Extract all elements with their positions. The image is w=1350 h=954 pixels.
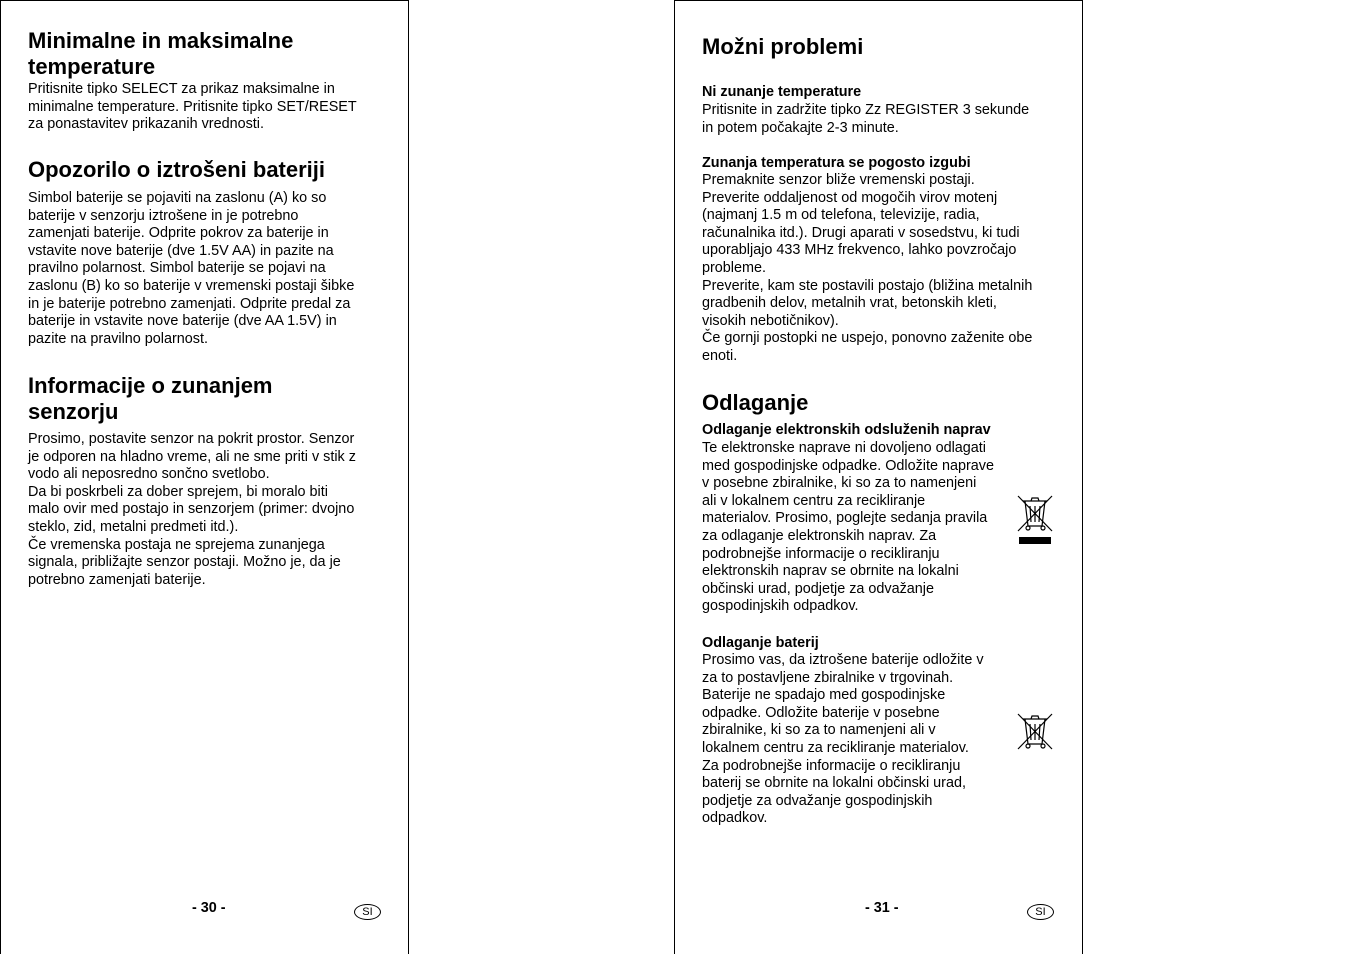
section-body-battery-warning: Simbol baterije se pojaviti na zaslonu (A) ko so baterije v senzorju iztrošene in je potrebno zamenjati baterije. Odprite pokrov za baterije in vstavite nove baterije (dve 1.5V AA) in pazite na pravilno polarnost. Simbol baterije se pojavi na zaslonu (B) ko so baterije v vremenski postaji šibke in je baterije potrebno zamenjati. Odprite predal za baterije in vstavite nove baterije (dve AA 1.5V) in pazite na pravilno polarnost. (28, 190, 355, 347)
page-number: - 30 - (192, 900, 226, 916)
section-title-problems: Možni problemi (702, 34, 864, 59)
page-number: - 31 - (865, 900, 899, 916)
section-title-sensor-info: Informacije o zunanjem senzorju (28, 373, 273, 424)
page-right (674, 0, 1083, 954)
section-title-min-max: Minimalne in maksimalne temperature (28, 28, 294, 79)
problem-heading-no-outdoor-temp: Ni zunanje temperature (702, 84, 862, 100)
page-left (0, 0, 409, 954)
disposal-body-electronics: Te elektronske naprave ni dovoljeno odlagati med gospodinjske odpadke. Odložite naprave v posebne zbiralnike, ki so za to namenjeni ali v lokalnem centru za recikliranje materialov. Prosimo, poglejte sedanja pravila za odlaganje elektronskih naprav. Za podrobnejše informacije o recikliranju elektronskih naprav se obrnite na lokalni občinski urad, podjetje za odvažanje gospodinjskih odpadkov. (702, 440, 995, 615)
crossed-out-wheelie-bin-icon (1015, 711, 1055, 753)
disposal-heading-electronics: Odlaganje elektronskih odsluženih naprav (702, 422, 991, 438)
problem-body-signal-lost: Premaknite senzor bliže vremenski postaji. Preverite oddaljenost od mogočih virov motenj (najmanj 1.5 m od telefona, televizije, radia, računalnika itd.). Drugi aparati v sosedstvu, ki tudi uporabljajo 433 MHz frekvenco, lahko povzročajo probleme. Preverite, kam ste postavili postajo (bližina metalnih gradbenih delov, metalnih vrat, betonskih kleti, visokih nebotičnikov). Če gornji postopki ne uspejo, ponovno zaženite obe enoti. (702, 172, 1033, 364)
section-body-sensor-info: Prosimo, postavite senzor na pokrit prostor. Senzor je odporen na hladno vreme, ali ne sme priti v stik z vodo ali neposredno sončno svetlobo. Da bi poskrbeli za dober sprejem, bi moralo biti malo ovir med postajo in senzorjem (primer: dvojno steklo, zid, metalni predmeti itd.). Če vremenska postaja ne sprejema zunanjega signala, približajte senzor postaji. Možno je, da je potrebno zamenjati baterije. (28, 431, 356, 588)
disposal-body-batteries: Prosimo vas, da iztrošene baterije odložite v za to postavljene zbiralnike v trgovinah. Baterije ne spadajo med gospodinjske odpadke. Odložite baterije v posebne zbiralnike, ki so za to namenjeni ali v lokalnem centru za recikliranje materialov. Za podrobnejše informacije o recikliranju baterij se obrnite na lokalni občinski urad, podjetje za odvažanje gospodinjskih odpadkov. (702, 652, 984, 827)
problem-body-no-outdoor-temp: Pritisnite in zadržite tipko Zz REGISTER 3 sekunde in potem počakajte 2-3 minute. (702, 102, 1030, 136)
section-title-battery-warning: Opozorilo o iztrošeni bateriji (28, 157, 326, 182)
language-badge: SI (354, 904, 381, 920)
section-body-min-max: Pritisnite tipko SELECT za prikaz maksimalne in minimalne temperature. Pritisnite tipko SET/RESET za ponastavitev prikazanih vrednosti. (28, 81, 357, 133)
language-badge: SI (1027, 904, 1054, 920)
section-title-disposal: Odlaganje (702, 390, 809, 415)
crossed-out-wheelie-bin-icon (1015, 493, 1055, 549)
problem-heading-signal-lost: Zunanja temperatura se pogosto izgubi (702, 155, 971, 171)
disposal-heading-batteries: Odlaganje baterij (702, 635, 819, 651)
